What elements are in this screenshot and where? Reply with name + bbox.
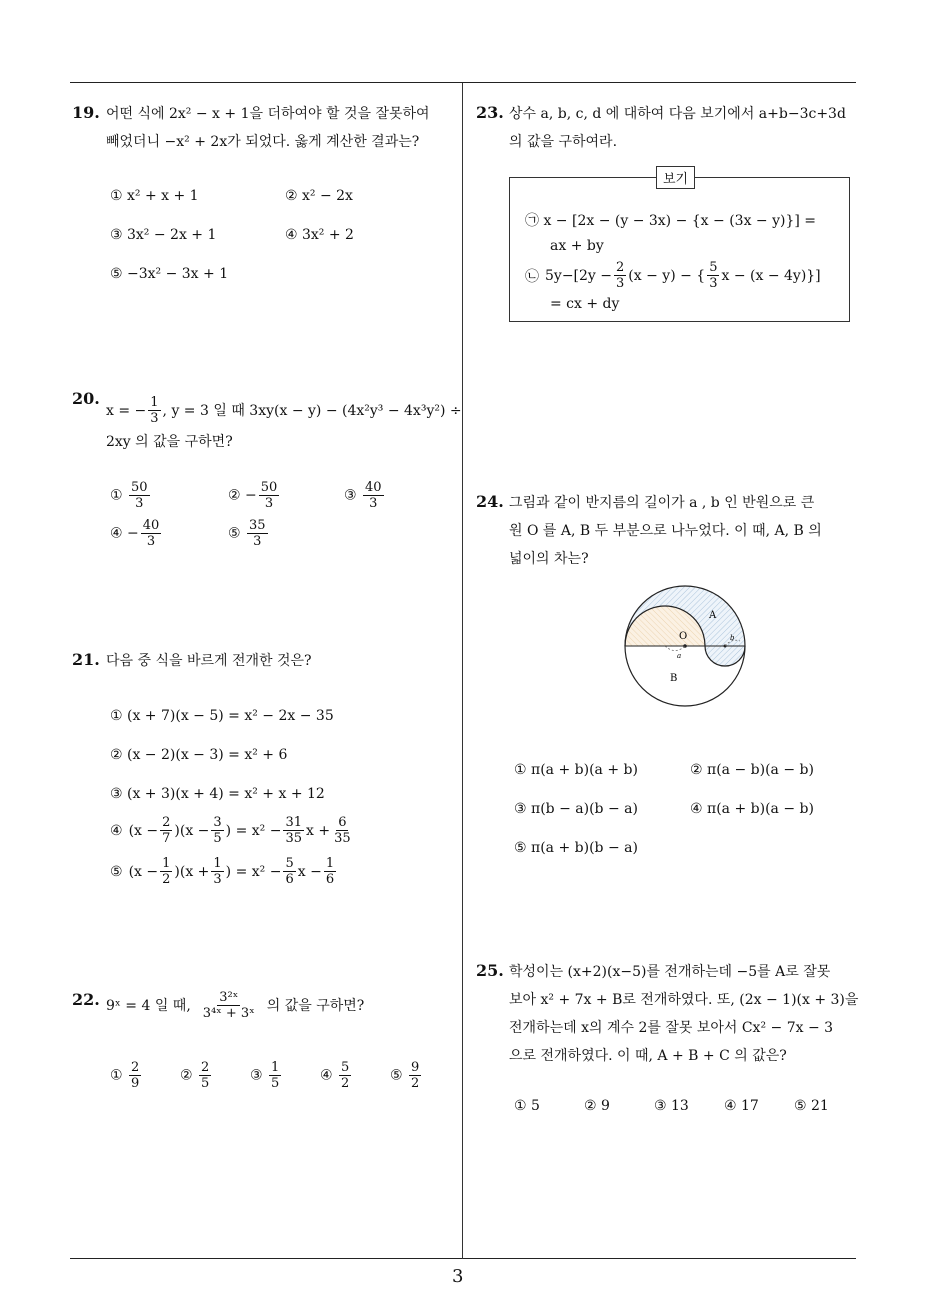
fraction: [324, 856, 336, 887]
option-1[interactable]: [110, 1060, 143, 1091]
numerator: 1: [271, 1060, 280, 1075]
option-3[interactable]: ③ 3x² − 2x + 1: [110, 227, 217, 243]
denominator: 3: [369, 496, 378, 511]
option-3[interactable]: [344, 480, 386, 511]
numerator: 5: [709, 260, 718, 275]
question-number: 22.: [72, 990, 100, 1009]
question-number: 20.: [72, 389, 100, 408]
fraction: [199, 1060, 211, 1091]
question-line: 어떤 식에 2x² − x + 1을 더하여야 할 것을 잘못하여: [106, 106, 430, 122]
fraction: [614, 260, 626, 291]
question-line: 원 O 를 A, B 두 부분으로 나누었다. 이 때, A, B 의: [509, 523, 822, 539]
option-mark: ③: [344, 487, 357, 504]
question-number: 21.: [72, 650, 100, 669]
numerator: 40: [142, 518, 160, 533]
example-item-1-continued: ax + by: [550, 238, 604, 254]
example-item-2-continued: = cx + dy: [550, 296, 620, 312]
text-part: (x −: [128, 863, 159, 880]
numerator: 1: [150, 395, 159, 410]
fraction: [332, 815, 353, 846]
fraction: [129, 1060, 141, 1091]
example-item-2: [525, 260, 821, 291]
question-line: 학성이는 (x+2)(x−5)를 전개하는데 −5를 A로 잘못: [509, 964, 831, 980]
numerator: 40: [365, 480, 382, 495]
option-5[interactable]: ⑤ −3x² − 3x + 1: [110, 266, 229, 282]
option-4[interactable]: ④ π(a + b)(a − b): [690, 801, 814, 817]
sign: −: [245, 487, 257, 504]
text-part: x − (x − 4y)}]: [721, 267, 821, 284]
question-text: [509, 958, 858, 1070]
denominator: 6: [285, 872, 294, 887]
denominator: 7: [162, 831, 171, 846]
denominator: 3: [150, 411, 159, 426]
fraction: [201, 990, 257, 1021]
question-text: [509, 489, 822, 573]
label-radius-b: b: [730, 634, 735, 642]
numerator: 9: [411, 1060, 420, 1075]
denominator: 5: [201, 1076, 210, 1091]
question-text: [106, 990, 364, 1021]
option-1[interactable]: ① (x + 7)(x − 5) = x² − 2x − 35: [110, 708, 334, 724]
option-1[interactable]: ① x² + x + 1: [110, 188, 199, 204]
fraction: [339, 1060, 351, 1091]
option-1[interactable]: ① π(a + b)(a + b): [514, 762, 638, 778]
numerator: 1: [162, 856, 171, 871]
text-part: x +: [306, 822, 331, 839]
denominator: 3: [146, 534, 156, 549]
option-3[interactable]: [250, 1060, 283, 1091]
fraction: [247, 518, 268, 549]
label-a-region: A: [709, 610, 717, 621]
question-number: 19.: [72, 103, 100, 122]
question-line: 그림과 같이 반지름의 길이가 a , b 인 반원으로 큰: [509, 495, 815, 511]
option-mark: ④: [110, 822, 123, 839]
question-line: 넓이의 차는?: [509, 551, 589, 567]
column-divider: [462, 83, 463, 1259]
denominator: 5: [213, 831, 222, 846]
option-mark: ①: [110, 487, 123, 504]
question-line: 상수 a, b, c, d 에 대하여 다음 보기에서 a+b−3c+3d: [509, 106, 846, 122]
question-text: [106, 100, 430, 156]
fraction: [363, 480, 384, 511]
denominator: 35: [334, 831, 351, 846]
fraction: [148, 395, 160, 426]
example-box-label: 보기: [656, 166, 695, 189]
option-5[interactable]: ⑤ π(a + b)(b − a): [514, 840, 638, 856]
denominator: 35: [285, 831, 302, 846]
option-mark: ⑤: [110, 863, 123, 880]
option-2[interactable]: ② 9: [584, 1098, 610, 1114]
option-mark: ②: [180, 1067, 193, 1084]
numerator: 2: [201, 1060, 210, 1075]
text-part: ) = x² −: [225, 863, 282, 880]
denominator: 6: [325, 872, 335, 887]
option-3[interactable]: ③ π(b − a)(b − a): [514, 801, 638, 817]
question-line: 보아 x² + 7x + B로 전개하였다. 또, (2x − 1)(x + 3)을: [509, 992, 859, 1008]
option-2[interactable]: ② π(a − b)(a − b): [690, 762, 814, 778]
text-part: 의 값을 구하면?: [266, 997, 365, 1014]
fraction: [409, 1060, 421, 1091]
question-line: 으로 전개하였다. 이 때, A + B + C 의 값은?: [509, 1048, 787, 1064]
option-mark: ③: [250, 1067, 263, 1084]
question-number: 23.: [476, 103, 504, 122]
numerator: 3: [213, 815, 222, 830]
text-part: (x −: [128, 822, 159, 839]
option-4[interactable]: [320, 1060, 353, 1091]
denominator: 3: [709, 276, 718, 291]
fraction: [211, 856, 223, 887]
denominator: 5: [271, 1076, 280, 1091]
numerator: 1: [325, 856, 335, 871]
option-1[interactable]: [110, 480, 152, 511]
sign: −: [127, 525, 139, 542]
numerator: 5: [285, 856, 294, 871]
option-2[interactable]: [180, 1060, 213, 1091]
text-part: )(x −: [174, 822, 210, 839]
denominator: 3: [253, 534, 262, 549]
option-5[interactable]: [228, 518, 270, 549]
numerator: 50: [131, 480, 148, 495]
denominator: 3: [213, 872, 222, 887]
fraction: [269, 1060, 281, 1091]
option-2[interactable]: ② (x − 2)(x − 3) = x² + 6: [110, 747, 288, 763]
option-4[interactable]: [110, 815, 355, 846]
label-radius-a: a: [677, 652, 682, 660]
numerator: 2: [616, 260, 625, 275]
fraction: [211, 815, 223, 846]
fraction: [283, 815, 304, 846]
option-2[interactable]: ② x² − 2x: [285, 188, 353, 204]
option-3[interactable]: ③ (x + 3)(x + 4) = x² + x + 12: [110, 786, 325, 802]
text-part: , y = 3 일 때 3xy(x − y) − (4x²y³ − 4x³y²) ÷: [162, 402, 462, 419]
numerator: 3²ˣ: [219, 990, 239, 1005]
question-line: 2xy 의 값을 구하면?: [106, 434, 233, 450]
numerator: 1: [213, 856, 222, 871]
numerator: 2: [131, 1060, 140, 1075]
text-part: ) = x² −: [225, 822, 282, 839]
circle-figure: [620, 583, 750, 713]
text-part: )(x +: [174, 863, 210, 880]
question-text: [106, 395, 462, 456]
numerator: 31: [285, 815, 302, 830]
option-mark: ④: [320, 1067, 333, 1084]
fraction: [160, 815, 172, 846]
question-text: 다음 중 식을 바르게 전개한 것은?: [106, 653, 312, 669]
question-line: 의 값을 구하여라.: [509, 134, 618, 150]
fraction: [707, 260, 719, 291]
fraction: [129, 480, 150, 511]
option-4[interactable]: ④ 17: [724, 1098, 759, 1114]
option-5[interactable]: [390, 1060, 423, 1091]
text-part: x = −: [106, 402, 147, 419]
question-line: 전개하는데 x의 계수 2를 잘못 보아서 Cx² − 7x − 3: [509, 1020, 834, 1036]
question-text: [509, 100, 846, 156]
top-rule: [70, 82, 856, 83]
option-mark: ④: [110, 525, 123, 542]
option-5[interactable]: ⑤ 21: [794, 1098, 829, 1114]
denominator: 2: [411, 1076, 420, 1091]
option-4[interactable]: [110, 518, 163, 549]
fraction: [141, 518, 162, 549]
denominator: 9: [131, 1076, 140, 1091]
option-1[interactable]: ① 5: [514, 1098, 540, 1114]
denominator: 3⁴ˣ + 3ˣ: [202, 1006, 255, 1021]
denominator: 3: [264, 496, 274, 511]
text-part: 5y−[2y −: [545, 267, 613, 284]
numerator: 5: [341, 1060, 350, 1075]
option-mark: ⑤: [228, 525, 241, 542]
denominator: 3: [135, 496, 144, 511]
bottom-rule: [70, 1258, 856, 1259]
fraction: [283, 856, 295, 887]
numerator: 50: [260, 480, 278, 495]
numerator: 35: [249, 518, 266, 533]
option-4[interactable]: ④ 3x² + 2: [285, 227, 354, 243]
fraction: [259, 480, 280, 511]
option-mark: ①: [110, 1067, 123, 1084]
item-mark: ㉡: [525, 268, 539, 285]
text-part: 9ˣ = 4 일 때,: [106, 997, 191, 1014]
question-number: 24.: [476, 492, 504, 511]
denominator: 3: [616, 276, 625, 291]
page-number: 3: [452, 1266, 464, 1287]
numerator: 6: [338, 815, 347, 830]
option-mark: ⑤: [390, 1067, 403, 1084]
label-b-region: B: [670, 673, 678, 684]
option-mark: ②: [228, 487, 241, 504]
example-item-1: ㉠ x − [2x − (y − 3x) − {x − (3x − y)}] =: [525, 213, 817, 229]
question-number: 25.: [476, 961, 504, 980]
option-2[interactable]: [228, 480, 281, 511]
fraction: [160, 856, 172, 887]
denominator: 2: [162, 872, 171, 887]
text-part: (x − y) − {: [628, 267, 706, 284]
option-3[interactable]: ③ 13: [654, 1098, 689, 1114]
question-line: 빼었더니 −x² + 2x가 되었다. 옳게 계산한 결과는?: [106, 134, 420, 150]
text-part: x −: [297, 863, 322, 880]
label-o: O: [679, 631, 688, 642]
denominator: 2: [341, 1076, 350, 1091]
numerator: 2: [162, 815, 171, 830]
option-5[interactable]: [110, 856, 338, 887]
